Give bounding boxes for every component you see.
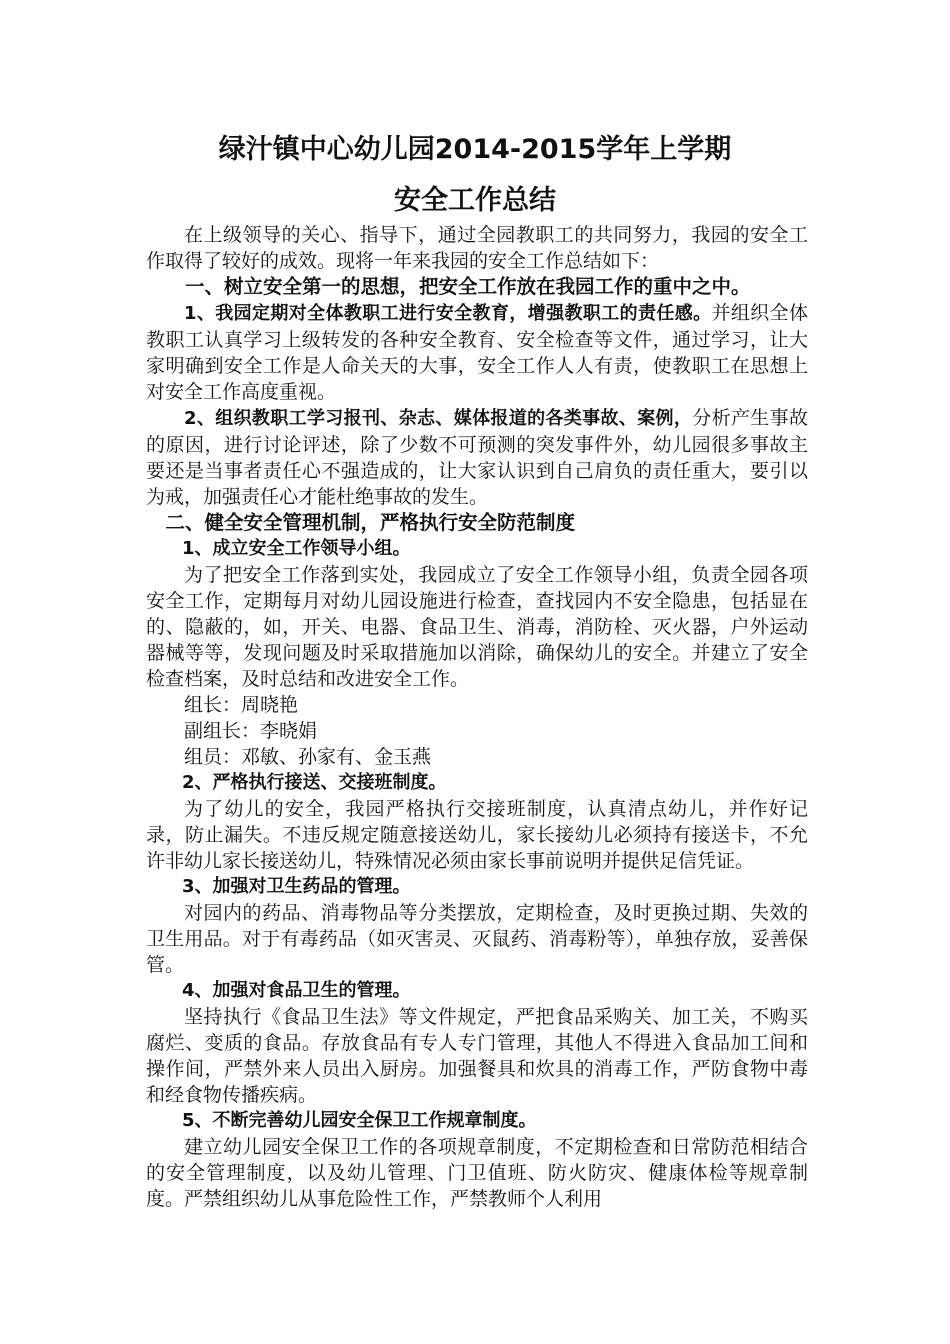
section-2-heading: 二、健全安全管理机制，严格执行安全防范制度 [165,511,576,534]
document-title-line2: 安全工作总结 [394,185,556,216]
section-1-paragraph-2 [146,405,808,510]
intro-paragraph: 在上级领导的关心、指导下，通过全园教职工的共同努力，我园的安全工作取得了较好的成效。现将一年来我园的安全工作总结如下： [146,224,808,272]
subsection-3-text: 对园内的药品、消毒物品等分类摆放，定期检查，及时更换过期、失效的卫生用品。对于有毒药品（如灭害灵、灭鼠药、消毒粉等），单独存放，妥善保管。 [146,902,808,976]
document-body [146,222,808,1212]
members-line: 组员：邓敏、孙家有、金玉燕 [184,746,432,768]
subsection-2-text: 为了幼儿的安全，我园严格执行交接班制度，认真清点幼儿，并作好记录，防止漏失。不违反规定随意接送幼儿，家长接幼儿必须持有接送卡，不允许非幼儿家长接送幼儿，特殊情况必须由家长事前说明并提供足信凭证。 [146,798,808,872]
section-1-paragraph-1 [146,300,808,405]
subsection-3-heading: 3、加强对卫生药品的管理。 [182,876,411,897]
subsection-5-text: 建立幼儿园安全保卫工作的各项规章制度，不定期检查和日常防范相结合的安全管理制度，以及幼儿管理、门卫值班、防火防灾、健康体检等规章制度。严禁组织幼儿从事危险性工作，严禁教师个人利用 [146,1136,808,1210]
subsection-5-heading: 5、不断完善幼儿园安全保卫工作规章制度。 [182,1110,537,1131]
subsection-4-heading: 4、加强对食品卫生的管理。 [182,980,411,1001]
section-1-paragraph-2-text: 分析产生事故的原因，进行讨论评述，除了少数不可预测的突发事件外，幼儿园很多事故主要还是当事者责任心不强造成的，让大家认识到自己肩负的责任重大，要引以为戒，加强责任心才能杜绝事故的发生。 [146,407,808,508]
document-title-line1: 绿汁镇中心幼儿园2014-2015学年上学期 [218,134,732,165]
leader-line: 组长：周晓艳 [184,694,299,716]
subsection-2-heading: 2、严格执行接送、交接班制度。 [182,772,447,793]
section-1-heading: 一、树立安全第一的思想，把安全工作放在我园工作的重中之中。 [185,275,751,298]
section-1-paragraph-1-lead: 1、我园定期对全体教职工进行安全教育，增强教职工的责任感。 [184,303,712,324]
vice-leader-line: 副组长：李晓娟 [184,720,318,742]
subsection-1-text: 为了把安全工作落到实处，我园成立了安全工作领导小组，负责全园各项安全工作，定期每月对幼儿园设施进行检查，查找园内不安全隐患，包括显在的、隐蔽的，如，开关、电器、食品卫生、消毒，消防栓、灭火器，户外运动器械等等，发现问题及时采取措施加以消除，确保幼儿的安全。并建立了安全检查档案，及时总结和改进安全工作。 [146,564,808,690]
subsection-4-text: 坚持执行《食品卫生法》等文件规定，严把食品采购关、加工关，不购买腐烂、变质的食品。存放食品有专人专门管理，其他人不得进入食品加工间和操作间，严禁外来人员出入厨房。加强餐具和炊具的消毒工作，严防食物中毒和经食物传播疾病。 [146,1006,808,1106]
section-1-paragraph-2-lead: 2、组织教职工学习报刊、杂志、媒体报道的各类事故、案例， [184,408,693,429]
section-1-paragraph-1-text: 并组织全体教职工认真学习上级转发的各种安全教育、安全检查等文件，通过学习，让大家明确到安全工作是人命关天的大事，安全工作人人有责，使教职工在思想上对安全工作高度重视。 [146,302,808,403]
subsection-1-heading: 1、成立安全工作领导小组。 [182,538,411,559]
